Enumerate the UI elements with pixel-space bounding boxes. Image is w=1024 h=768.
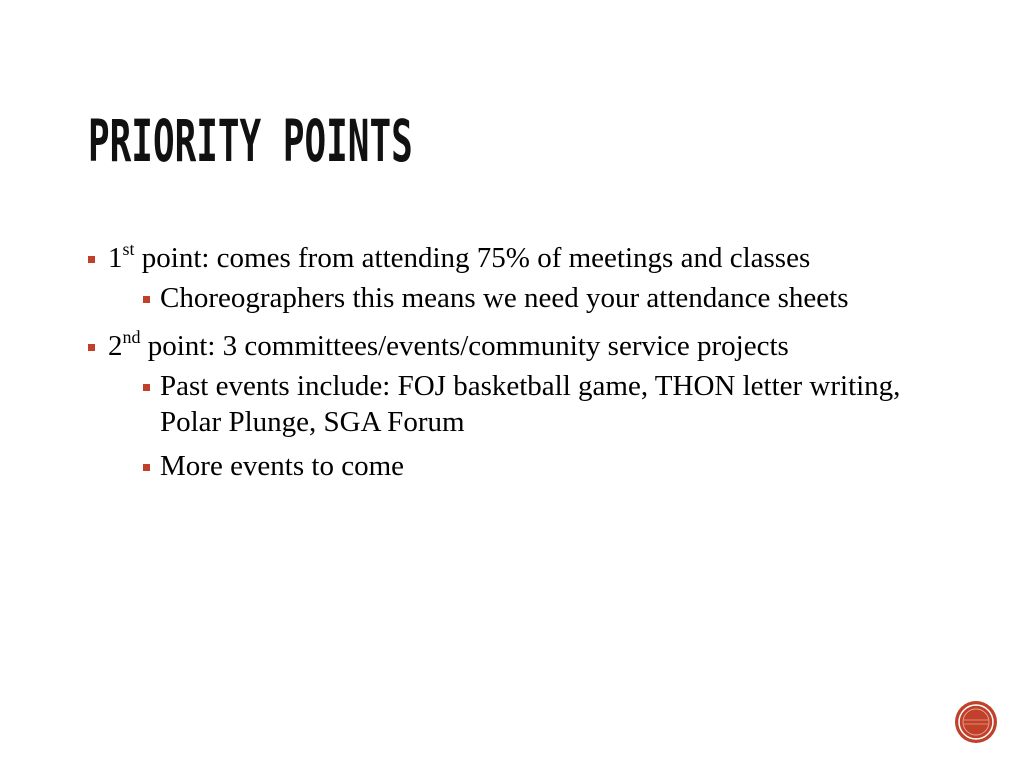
square-bullet-icon [143, 296, 150, 303]
bullet-text: point: 3 committees/events/community service projects [140, 330, 789, 362]
sub-bullet-list [108, 368, 946, 484]
ordinal-number: 1 [108, 242, 123, 274]
sub-bullet-text: More events to come [160, 450, 405, 482]
ordinal-number: 2 [108, 330, 123, 362]
sub-bullet-item [108, 280, 946, 316]
ordinal-suffix: st [122, 239, 135, 259]
bullet-text: point: comes from attending 75% of meetings and classes [134, 242, 811, 274]
square-bullet-icon [88, 344, 95, 351]
ordinal-suffix: nd [122, 327, 141, 347]
square-bullet-icon [143, 464, 150, 471]
slide-title: PRIORITY POINTS [88, 107, 413, 175]
square-bullet-icon [143, 384, 150, 391]
sub-bullet-text: Choreographers this means we need your attendance sheets [160, 282, 849, 314]
bullet-item-2 [86, 328, 946, 484]
round-orange-emblem-icon[interactable] [954, 700, 998, 744]
square-bullet-icon [88, 256, 95, 263]
sub-bullet-list [108, 280, 946, 316]
sub-bullet-text: Past events include: FOJ basketball game, THON letter writing, Polar Plunge, SGA Forum [160, 370, 901, 438]
sub-bullet-item [108, 368, 946, 440]
bullet-list [86, 240, 946, 492]
bullet-item-1 [86, 240, 946, 316]
sub-bullet-item [108, 448, 946, 484]
